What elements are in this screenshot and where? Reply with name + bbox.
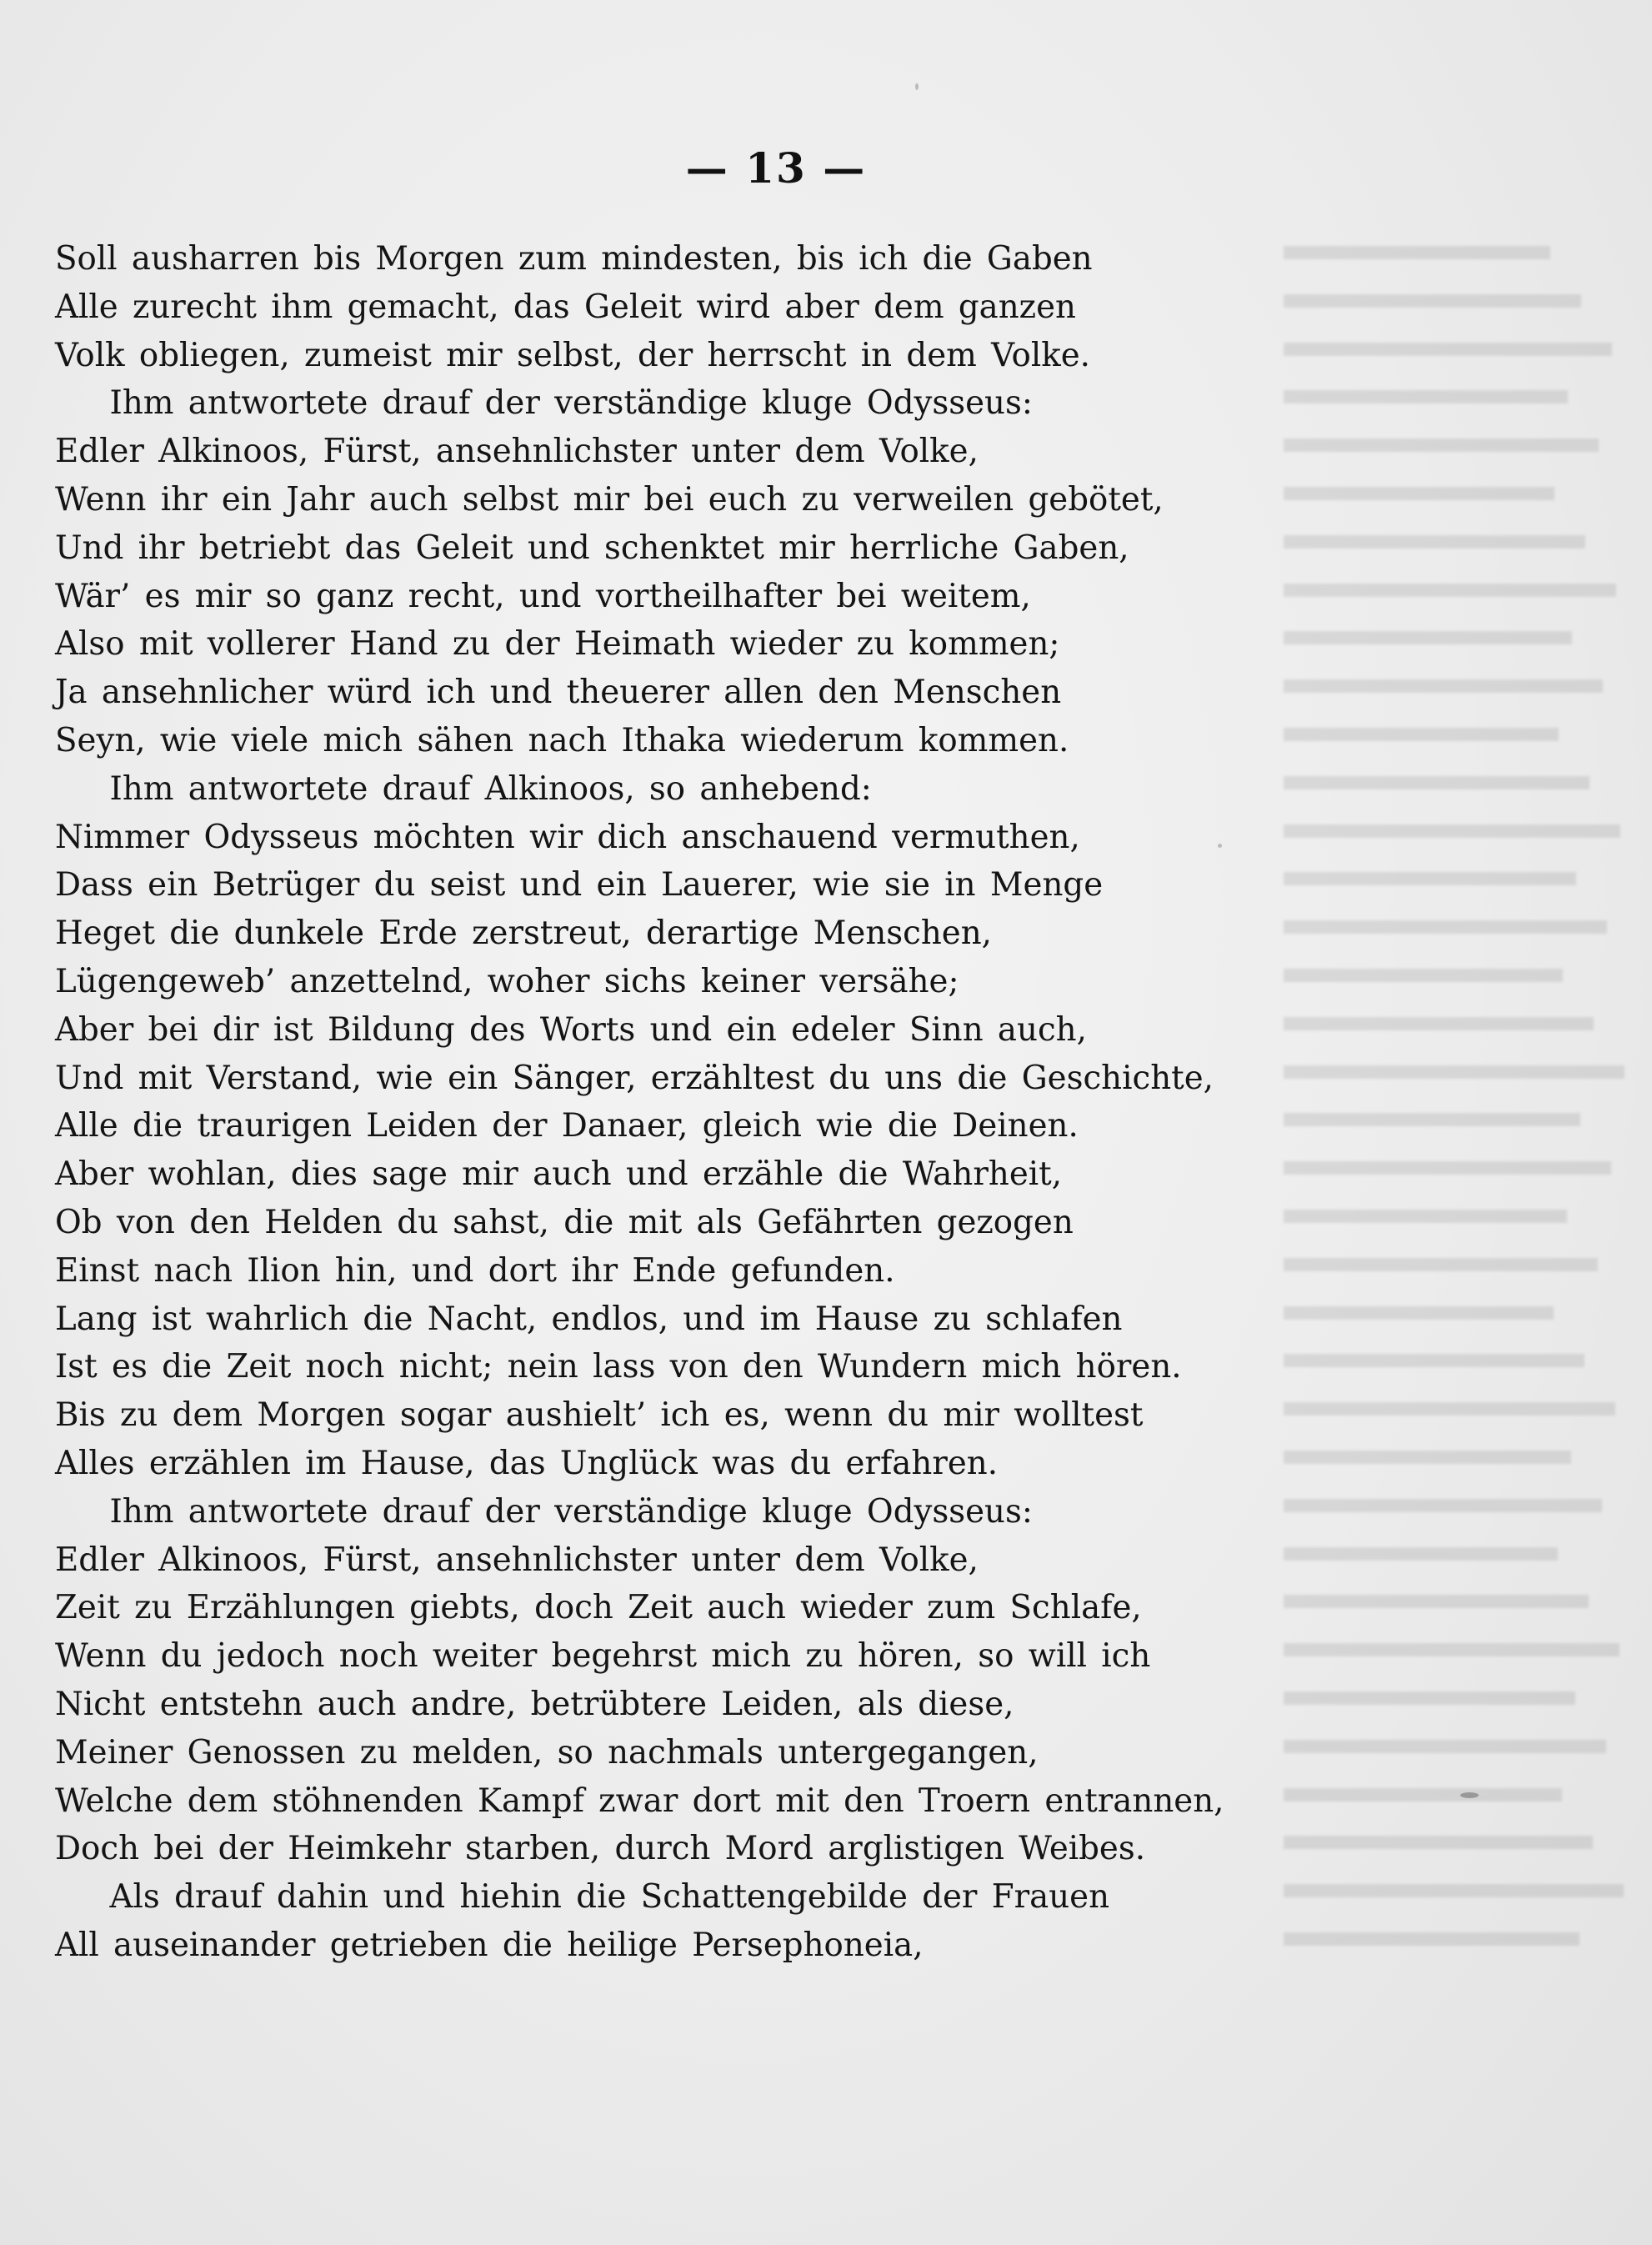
show-through-line — [1284, 514, 1642, 563]
show-through-line — [1284, 1140, 1642, 1189]
show-through-bar — [1284, 1836, 1593, 1849]
show-through-line — [1284, 1381, 1642, 1430]
show-through-bar — [1284, 1402, 1615, 1416]
verse-line: Dass ein Betrüger du seist und ein Lauerer, wie sie in Menge — [55, 866, 1104, 905]
show-through-line — [1284, 1189, 1642, 1237]
verse-text-block — [55, 235, 1272, 1970]
show-through-line — [1284, 1863, 1642, 1912]
show-through-line — [1284, 466, 1642, 514]
verse-line: Volk obliegen, zumeist mir selbst, der herrscht in dem Volke. — [55, 336, 1090, 374]
show-through-bar — [1284, 1210, 1567, 1223]
show-through-line — [1284, 273, 1642, 322]
show-through-line — [1284, 1767, 1642, 1816]
show-through-bar — [1284, 1547, 1558, 1561]
show-through-line — [1284, 1912, 1642, 1960]
show-through-bar — [1284, 1595, 1589, 1608]
verse-line: Als drauf dahin und hiehin die Schattengebilde der Frauen — [109, 1878, 1110, 1917]
verse-line: Ihm antwortete drauf Alkinoos, so anhebend: — [109, 769, 872, 808]
show-through-bar — [1284, 824, 1620, 838]
verse-line: Ja ansehnlicher würd ich und theuerer allen den Menschen — [55, 674, 1062, 712]
show-through-line — [1284, 1719, 1642, 1767]
page-number: — 13 — — [685, 143, 867, 193]
verse-line: Einst nach Ilion hin, und dort ihr Ende gefunden. — [55, 1251, 895, 1290]
show-through-bar — [1284, 1499, 1602, 1512]
show-through-line — [1284, 610, 1642, 659]
show-through-line — [1284, 1478, 1642, 1526]
show-through-line — [1284, 707, 1642, 755]
show-through-bar — [1284, 1451, 1571, 1464]
show-through-bar — [1284, 1884, 1624, 1897]
show-through-bar — [1284, 1740, 1606, 1753]
show-through-line — [1284, 1237, 1642, 1285]
verse-line: Wenn du jedoch noch weiter begehrst mich zu hören, so will ich — [55, 1637, 1151, 1676]
verse-line: All auseinander getrieben die heilige Persephoneia, — [55, 1926, 924, 1964]
show-through-line — [1284, 1671, 1642, 1719]
show-through-bar — [1284, 1017, 1594, 1030]
verse-line: Doch bei der Heimkehr starben, durch Mord arglistigen Weibes. — [55, 1830, 1146, 1868]
show-through-line — [1284, 948, 1642, 996]
show-through-bar — [1284, 1258, 1598, 1271]
show-through-bar — [1284, 631, 1572, 644]
verse-line: Alles erzählen im Hause, das Unglück was du erfahren. — [55, 1444, 999, 1482]
show-through-line — [1284, 1574, 1642, 1622]
verse-line: Also mit vollerer Hand zu der Heimath wieder zu kommen; — [55, 625, 1060, 664]
verse-line: Und mit Verstand, wie ein Sänger, erzähltest du uns die Geschichte, — [55, 1059, 1214, 1097]
verse-line: Heget die dunkele Erde zerstreut, derartige Menschen, — [55, 915, 992, 953]
show-through-line — [1284, 1526, 1642, 1575]
verse-line: Nimmer Odysseus möchten wir dich anschauend vermuthen, — [55, 818, 1080, 856]
show-through-line — [1284, 1430, 1642, 1478]
show-through-bar — [1284, 390, 1568, 403]
verse-line: Ist es die Zeit noch nicht; nein lass von den Wundern mich hören. — [55, 1348, 1182, 1386]
verse-line: Wenn ihr ein Jahr auch selbst mir bei euch zu verweilen gebötet, — [55, 480, 1164, 519]
show-through-bar — [1284, 487, 1554, 500]
show-through-bar — [1284, 1643, 1619, 1656]
show-through-line — [1284, 369, 1642, 418]
show-through-bar — [1284, 246, 1550, 259]
verse-line: Zeit zu Erzählungen giebts, doch Zeit auch wieder zum Schlafe, — [55, 1589, 1142, 1627]
show-through-bar — [1284, 1691, 1575, 1705]
show-through-bar — [1284, 343, 1612, 356]
show-through-bar — [1284, 1354, 1584, 1367]
verse-line: Edler Alkinoos, Fürst, ansehnlichster unter dem Volke, — [55, 433, 979, 471]
show-through-bar — [1284, 584, 1616, 597]
show-through-line — [1284, 1092, 1642, 1140]
show-through-line — [1284, 659, 1642, 707]
show-through-bar — [1284, 1065, 1624, 1079]
verse-line: Meiner Genossen zu melden, so nachmals untergegangen, — [55, 1733, 1039, 1771]
show-through-line — [1284, 563, 1642, 611]
show-through-bar — [1284, 1306, 1554, 1320]
show-through-bleed — [1284, 225, 1642, 1976]
verse-line: Lang ist wahrlich die Nacht, endlos, und im Hause zu schlafen — [55, 1300, 1123, 1338]
show-through-bar — [1284, 535, 1585, 549]
show-through-bar — [1284, 1161, 1611, 1175]
paper-speck — [915, 83, 919, 90]
verse-line: Ihm antwortete drauf der verständige kluge Odysseus: — [109, 1492, 1033, 1531]
show-through-bar — [1284, 679, 1603, 693]
verse-line: Edler Alkinoos, Fürst, ansehnlichster unter dem Volke, — [55, 1541, 979, 1579]
show-through-bar — [1284, 776, 1589, 789]
show-through-line — [1284, 1045, 1642, 1093]
show-through-bar — [1284, 969, 1563, 982]
verse-line: Ihm antwortete drauf der verständige kluge Odysseus: — [109, 384, 1033, 423]
verse-line: Soll ausharren bis Morgen zum mindesten, bis ich die Gaben — [55, 240, 1093, 278]
show-through-bar — [1284, 1932, 1579, 1946]
show-through-line — [1284, 322, 1642, 370]
verse-line: Aber wohlan, dies sage mir auch und erzähle die Wahrheit, — [55, 1155, 1063, 1194]
show-through-line — [1284, 996, 1642, 1045]
verse-line: Lügengeweb’ anzettelnd, woher sichs keiner versähe; — [55, 962, 959, 1000]
show-through-bar — [1284, 1788, 1562, 1802]
verse-line: Welche dem stöhnenden Kampf zwar dort mit den Troern entrannen, — [55, 1781, 1224, 1820]
verse-line: Bis zu dem Morgen sogar aushielt’ ich es, wenn du mir wolltest — [55, 1396, 1144, 1435]
show-through-line — [1284, 900, 1642, 948]
verse-line: Ob von den Helden du sahst, die mit als Gefährten gezogen — [55, 1203, 1074, 1241]
verse-line: Wär’ es mir so ganz recht, und vortheilhafter bei weitem, — [55, 577, 1031, 615]
show-through-bar — [1284, 728, 1559, 741]
show-through-line — [1284, 225, 1642, 273]
show-through-line — [1284, 1622, 1642, 1671]
show-through-bar — [1284, 294, 1581, 308]
verse-line: Und ihr betriebt das Geleit und schenktet mir herrliche Gaben, — [55, 529, 1129, 567]
show-through-bar — [1284, 1113, 1580, 1126]
show-through-bar — [1284, 438, 1599, 452]
show-through-line — [1284, 804, 1642, 852]
verse-line: Nicht entstehn auch andre, betrübtere Leiden, als diese, — [55, 1685, 1014, 1723]
verse-line: Seyn, wie viele mich sähen nach Ithaka wiederum kommen. — [55, 721, 1069, 759]
show-through-line — [1284, 1333, 1642, 1381]
verse-line: Alle die traurigen Leiden der Danaer, gleich wie die Deinen. — [55, 1107, 1079, 1145]
verse-line: Aber bei dir ist Bildung des Worts und ein edeler Sinn auch, — [55, 1010, 1087, 1049]
show-through-line — [1284, 1815, 1642, 1863]
paper-speck — [1460, 1792, 1479, 1798]
show-through-line — [1284, 851, 1642, 900]
show-through-line — [1284, 1285, 1642, 1334]
show-through-line — [1284, 418, 1642, 466]
verse-line: Alle zurecht ihm gemacht, das Geleit wird aber dem ganzen — [55, 288, 1076, 326]
show-through-line — [1284, 755, 1642, 804]
show-through-bar — [1284, 872, 1576, 885]
show-through-bar — [1284, 920, 1607, 934]
